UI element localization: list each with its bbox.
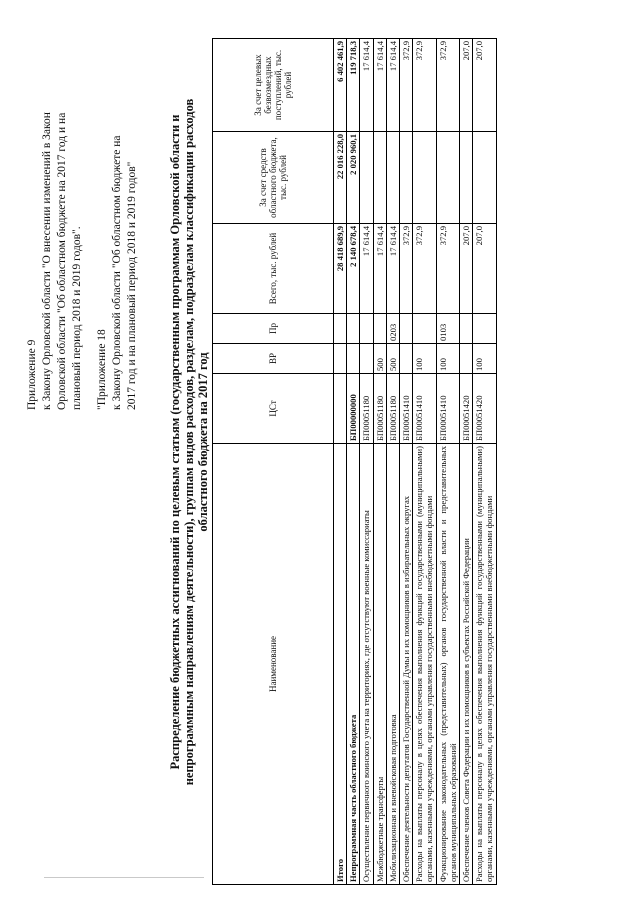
cell-cst: БП00051180 bbox=[373, 374, 386, 444]
table-body bbox=[334, 39, 497, 885]
appendix-line-1: Приложение 9 bbox=[26, 339, 38, 410]
budget-table bbox=[212, 38, 497, 885]
cell-total: 17 614,4 bbox=[373, 224, 386, 314]
cell-regional bbox=[400, 132, 413, 224]
cell-pr: 0203 bbox=[386, 314, 399, 344]
cell-gratuitous: 372,9 bbox=[436, 39, 459, 132]
cell-vr: 500 bbox=[386, 344, 399, 374]
cell-name: Расходы на выплаты персоналу в целях обеспечения выполнения функций государственными (муниципальными) органами, казенными учреждениями, органами управления государственными внебюджетными фондами bbox=[473, 444, 496, 885]
cell-total: 207,0 bbox=[460, 224, 473, 314]
cell-regional bbox=[413, 132, 436, 224]
cell-gratuitous: 372,9 bbox=[413, 39, 436, 132]
cell-cst: БП00051410 bbox=[436, 374, 459, 444]
appendix-line-4: плановый период 2018 и 2019 годов". bbox=[71, 226, 83, 410]
table-row bbox=[413, 39, 436, 885]
cell-total: 372,9 bbox=[436, 224, 459, 314]
table-row bbox=[360, 39, 373, 885]
appendix-line-2: к Закону Орловской области "О внесении изменений в Закон bbox=[41, 112, 53, 410]
cell-total: 2 140 678,4 bbox=[347, 224, 360, 314]
appendix-line-7: 2017 год и на плановый период 2018 и 2019 годов" bbox=[126, 161, 138, 410]
cell-name: Непрограммная часть областного бюджета bbox=[347, 444, 360, 885]
table-row bbox=[460, 39, 473, 885]
scan-artifact-line bbox=[44, 877, 204, 878]
document-page bbox=[20, 12, 620, 892]
table-row bbox=[347, 39, 360, 885]
cell-gratuitous: 207,0 bbox=[473, 39, 496, 132]
cell-regional bbox=[386, 132, 399, 224]
cell-pr bbox=[373, 314, 386, 344]
cell-name: Функционирование законодательных (представительных) органов государственной власти и представительных органов муниципальных образований bbox=[436, 444, 459, 885]
cell-gratuitous: 17 614,4 bbox=[373, 39, 386, 132]
cell-total: 17 614,4 bbox=[360, 224, 373, 314]
cell-gratuitous: 6 402 461,9 bbox=[334, 39, 347, 132]
document-title: Распределение бюджетных ассигнований по целевым статьям (государственным программам Орловской области и непрограммным направлениям деятельности), группам видов расходов, разделам, подразделам классификации расходов областного бюджета на 2017 год bbox=[168, 98, 210, 786]
cell-pr bbox=[360, 314, 373, 344]
header-cst: ЦСт bbox=[213, 374, 334, 444]
cell-vr: 100 bbox=[473, 344, 496, 374]
header-total: Всего, тыс. рублей bbox=[213, 224, 334, 314]
cell-gratuitous: 17 614,4 bbox=[386, 39, 399, 132]
cell-name: Межбюджетные трансферты bbox=[373, 444, 386, 885]
cell-cst: БП00000000 bbox=[347, 374, 360, 444]
cell-gratuitous: 372,9 bbox=[400, 39, 413, 132]
cell-regional bbox=[360, 132, 373, 224]
cell-vr bbox=[460, 344, 473, 374]
cell-cst: БП00051180 bbox=[360, 374, 373, 444]
appendix-line-5: "Приложение 18 bbox=[96, 329, 108, 410]
cell-name: Обеспечение деятельности депутатов Государственной Думы и их помощников в избирательных округах bbox=[400, 444, 413, 885]
cell-pr: 0103 bbox=[436, 314, 459, 344]
cell-vr bbox=[400, 344, 413, 374]
cell-vr: 100 bbox=[436, 344, 459, 374]
cell-regional: 2 020 960,1 bbox=[347, 132, 360, 224]
cell-cst: БП00051180 bbox=[386, 374, 399, 444]
header-gratuitous: За счет целевых безвозмездных поступлений, тыс. рублей bbox=[213, 39, 334, 132]
cell-gratuitous: 207,0 bbox=[460, 39, 473, 132]
cell-total: 207,0 bbox=[473, 224, 496, 314]
appendix-line-6: к Закону Орловской области "Об областном бюджете на bbox=[111, 135, 123, 410]
cell-cst: БП00051420 bbox=[473, 374, 496, 444]
cell-pr bbox=[400, 314, 413, 344]
table-row bbox=[373, 39, 386, 885]
cell-name: Итого bbox=[334, 444, 347, 885]
cell-name: Обеспечение членов Совета Федерации и их помощников в субъектах Российской Федерации bbox=[460, 444, 473, 885]
cell-total: 372,9 bbox=[400, 224, 413, 314]
cell-pr bbox=[347, 314, 360, 344]
header-pr: Пр bbox=[213, 314, 334, 344]
cell-cst: БП00051410 bbox=[400, 374, 413, 444]
cell-cst bbox=[334, 374, 347, 444]
cell-gratuitous: 17 614,4 bbox=[360, 39, 373, 132]
table-row bbox=[386, 39, 399, 885]
table-row bbox=[400, 39, 413, 885]
table-row bbox=[473, 39, 496, 885]
cell-name: Мобилизационная и вневойсковая подготовка bbox=[386, 444, 399, 885]
cell-vr bbox=[347, 344, 360, 374]
cell-regional bbox=[373, 132, 386, 224]
cell-regional bbox=[436, 132, 459, 224]
header-name: Наименование bbox=[213, 444, 334, 885]
table-header-row bbox=[213, 39, 334, 885]
cell-gratuitous: 119 718,3 bbox=[347, 39, 360, 132]
header-regional: За счет средств областного бюджета, тыс. рублей bbox=[213, 132, 334, 224]
cell-total: 372,9 bbox=[413, 224, 436, 314]
cell-vr bbox=[334, 344, 347, 374]
table-row bbox=[436, 39, 459, 885]
cell-regional bbox=[460, 132, 473, 224]
cell-vr: 100 bbox=[413, 344, 436, 374]
cell-pr bbox=[473, 314, 496, 344]
cell-vr bbox=[360, 344, 373, 374]
cell-name: Расходы на выплаты персоналу в целях обеспечения выполнения функций государственными (муниципальными) органами, казенными учреждениями, органами управления государственными внебюджетными фондами bbox=[413, 444, 436, 885]
cell-cst: БП00051410 bbox=[413, 374, 436, 444]
cell-pr bbox=[413, 314, 436, 344]
appendix-line-3: Орловской области "Об областном бюджете на 2017 год и на bbox=[56, 112, 68, 410]
cell-regional bbox=[473, 132, 496, 224]
cell-total: 17 614,4 bbox=[386, 224, 399, 314]
cell-pr bbox=[460, 314, 473, 344]
cell-name: Осуществление первичного воинского учета на территориях, где отсутствуют военные комиссариаты bbox=[360, 444, 373, 885]
cell-regional: 22 016 228,0 bbox=[334, 132, 347, 224]
table-row bbox=[334, 39, 347, 885]
cell-vr: 500 bbox=[373, 344, 386, 374]
cell-total: 28 418 689,9 bbox=[334, 224, 347, 314]
header-vr: ВР bbox=[213, 344, 334, 374]
cell-pr bbox=[334, 314, 347, 344]
cell-cst: БП00051420 bbox=[460, 374, 473, 444]
